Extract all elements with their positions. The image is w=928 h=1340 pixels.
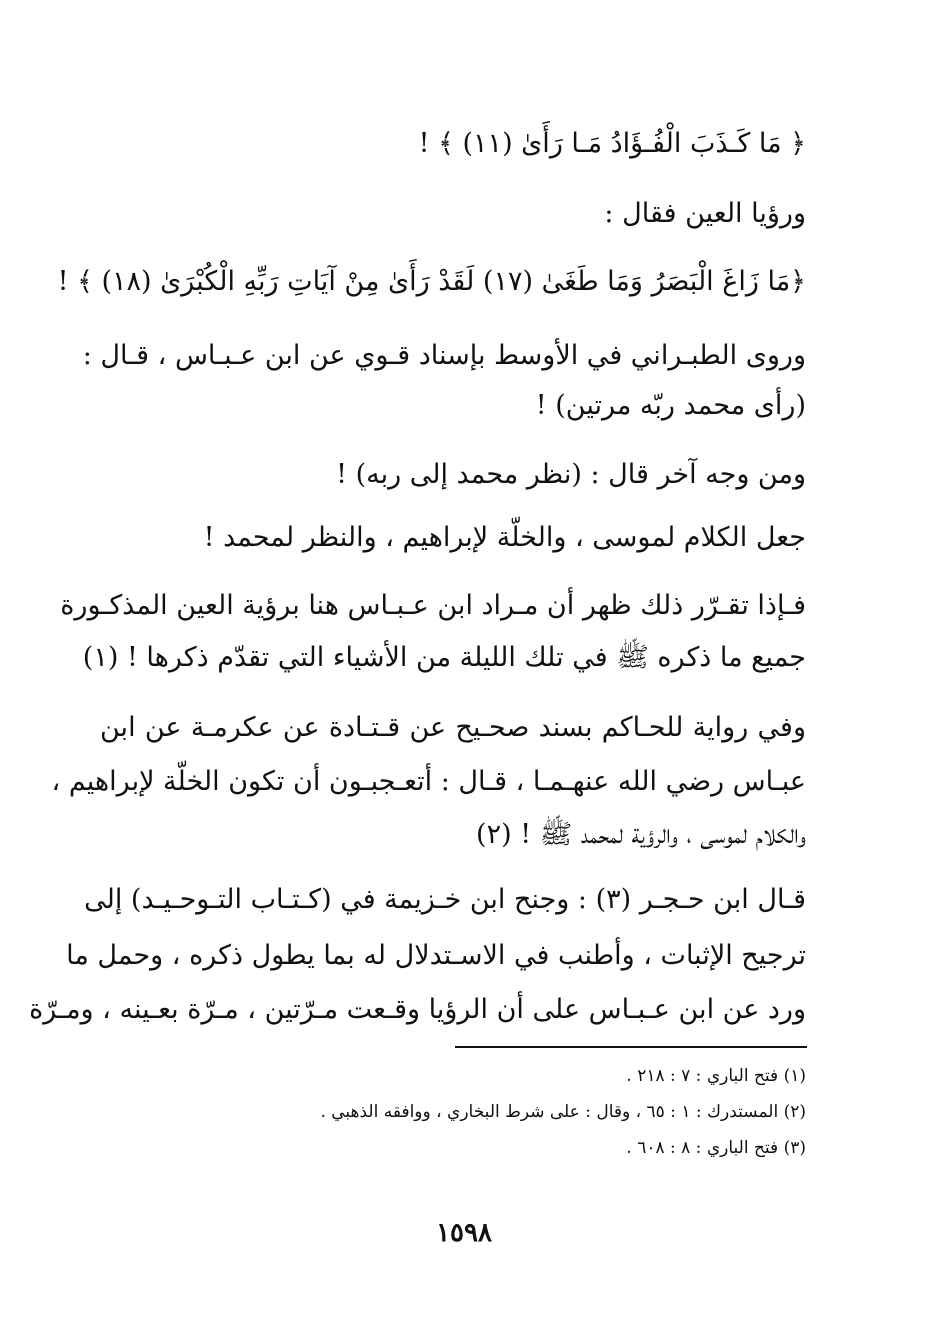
footnote-1: (١) فتح الباري : ٧ : ٢١٨ .	[626, 1066, 806, 1086]
footnote-2: (٢) المستدرك : ١ : ٦٥ ، وقال : على شرط البخاري ، ووافقه الذهبي .	[320, 1102, 806, 1122]
text-line: جعل الكلام لموسى ، والخلّة لإبراهيم ، والنظر لمحمد !	[203, 522, 806, 553]
text-line: وروى الطبـراني في الأوسط بإسناد قـوي عن ابن عـبـاس ، قـال :	[82, 340, 806, 371]
text-line: قـال ابن حـجـر (٣) : وجنح ابن خـزيمة في (كـتـاب التـوحـيـد) إلى	[84, 884, 806, 915]
text-line: وفي رواية للحـاكم بسند صحـيح عن قـتـادة عن عكرمـة عن ابن	[100, 712, 806, 743]
text-line: ومن وجه آخر قال : (نظر محمد إلى ربه) !	[336, 459, 806, 490]
text-line: فـإذا تقـرّر ذلك ظهر أن مـراد ابن عـبـاس هنا برؤية العين المذكـورة	[60, 590, 806, 621]
text-line: والكلام لموسى ، والرؤية لمحمد ﷺ ! (٢)	[476, 819, 806, 850]
text-line: جميع ما ذكره ﷺ في تلك الليلة من الأشياء التي تقدّم ذكرها ! (١)	[82, 642, 806, 673]
footnote-divider	[455, 1046, 807, 1048]
text-line: (رأى محمد ربّه مرتين) !	[535, 390, 806, 421]
text-line: ورد عن ابن عـبـاس على أن الرؤيا وقـعت مـرّتين ، مـرّة بعـينه ، ومـرّة	[29, 994, 806, 1025]
text-line: ورؤيا العين فقال :	[604, 198, 806, 229]
quran-verse-11: ﴿ مَا كَـذَبَ الْفُـؤَادُ مَـا رَأَىٰ (١١) ﴾ !	[418, 128, 806, 159]
quran-verse-17-18: ﴿مَا زَاغَ الْبَصَرُ وَمَا طَغَىٰ (١٧) لَقَدْ رَأَىٰ مِنْ آيَاتِ رَبِّهِ الْكُبْرَىٰ (١٨) ﴾ !	[57, 266, 806, 297]
text-line: ترجيح الإثبات ، وأطنب في الاسـتدلال له بما يطول ذكره ، وحمل ما	[66, 940, 806, 971]
footnote-3: (٣) فتح الباري : ٨ : ٦٠٨ .	[626, 1138, 806, 1158]
text-line: عبـاس رضي الله عنهـمـا ، قـال : أتعـجبـون أن تكون الخلّة لإبراهيم ،	[51, 766, 806, 797]
page-number: ١٥٩٨	[436, 1218, 492, 1248]
